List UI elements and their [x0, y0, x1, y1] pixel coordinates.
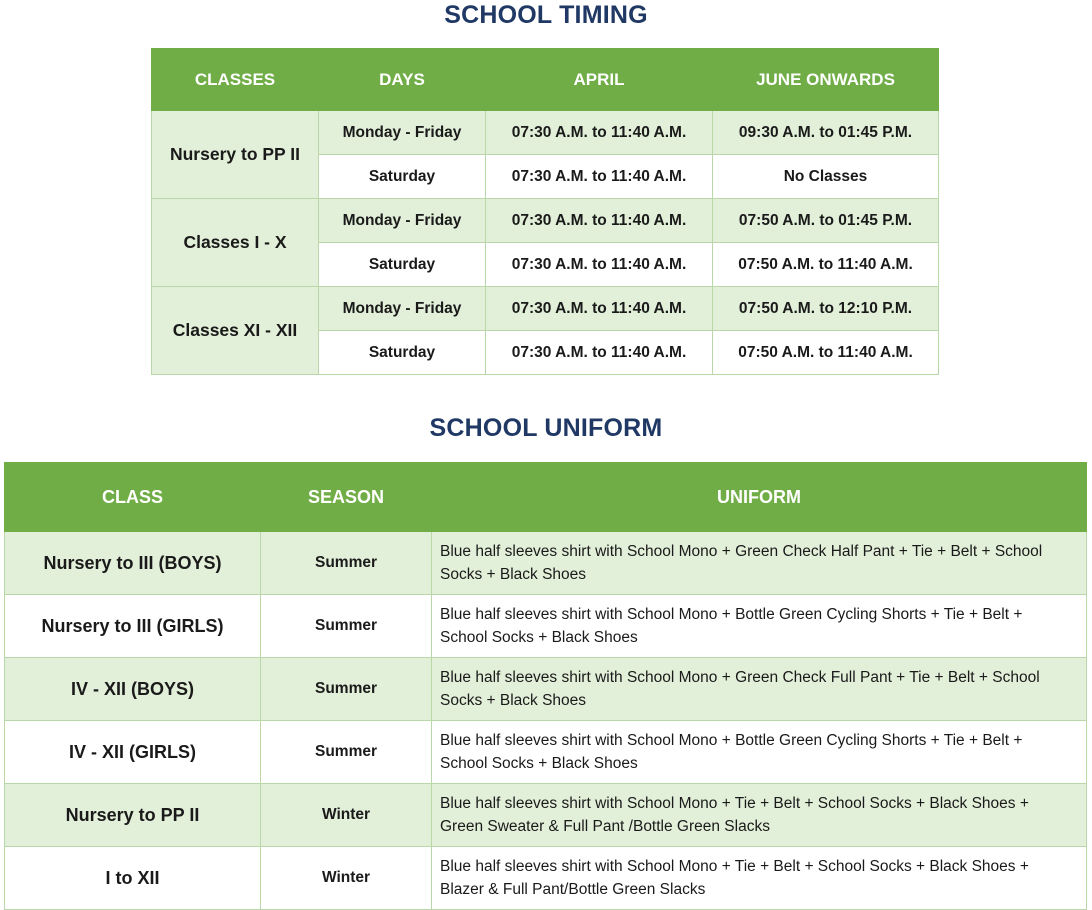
uniform-description-cell: Blue half sleeves shirt with School Mono + Bottle Green Cycling Shorts + Tie + Belt + School Socks + Black Shoes — [432, 721, 1087, 784]
timing-april-cell: 07:30 A.M. to 11:40 A.M. — [486, 331, 713, 375]
timing-row — [152, 287, 939, 331]
header-days: DAYS — [319, 49, 486, 111]
timing-days-cell: Monday - Friday — [319, 287, 486, 331]
uniform-row — [5, 721, 1087, 784]
uniform-class-cell: IV - XII (GIRLS) — [5, 721, 261, 784]
header-june-onwards: JUNE ONWARDS — [713, 49, 939, 111]
uniform-season-cell: Summer — [261, 721, 432, 784]
uniform-season-cell: Winter — [261, 784, 432, 847]
timing-june-cell: 07:50 A.M. to 11:40 A.M. — [713, 243, 939, 287]
timing-days-cell: Saturday — [319, 243, 486, 287]
uniform-season-cell: Summer — [261, 595, 432, 658]
timing-april-cell: 07:30 A.M. to 11:40 A.M. — [486, 287, 713, 331]
header-class: CLASS — [5, 463, 261, 532]
timing-row — [152, 111, 939, 155]
header-season: SEASON — [261, 463, 432, 532]
uniform-class-cell: Nursery to III (GIRLS) — [5, 595, 261, 658]
uniform-description-cell: Blue half sleeves shirt with School Mono + Tie + Belt + School Socks + Black Shoes + Blazer & Full Pant/Bottle Green Slacks — [432, 847, 1087, 910]
timing-row — [152, 199, 939, 243]
timing-june-cell: 07:50 A.M. to 11:40 A.M. — [713, 331, 939, 375]
timing-days-cell: Monday - Friday — [319, 111, 486, 155]
timing-april-cell: 07:30 A.M. to 11:40 A.M. — [486, 155, 713, 199]
uniform-row — [5, 784, 1087, 847]
uniform-description-cell: Blue half sleeves shirt with School Mono + Green Check Full Pant + Tie + Belt + School Socks + Black Shoes — [432, 658, 1087, 721]
uniform-class-cell: IV - XII (BOYS) — [5, 658, 261, 721]
timing-header-row — [152, 49, 939, 111]
uniform-row — [5, 532, 1087, 595]
timing-june-cell: 07:50 A.M. to 12:10 P.M. — [713, 287, 939, 331]
uniform-class-cell: Nursery to III (BOYS) — [5, 532, 261, 595]
timing-april-cell: 07:30 A.M. to 11:40 A.M. — [486, 199, 713, 243]
header-classes: CLASSES — [152, 49, 319, 111]
uniform-description-cell: Blue half sleeves shirt with School Mono + Bottle Green Cycling Shorts + Tie + Belt + School Socks + Black Shoes — [432, 595, 1087, 658]
header-uniform: UNIFORM — [432, 463, 1087, 532]
timing-june-cell: 09:30 A.M. to 01:45 P.M. — [713, 111, 939, 155]
uniform-class-cell: I to XII — [5, 847, 261, 910]
uniform-row — [5, 595, 1087, 658]
timing-april-cell: 07:30 A.M. to 11:40 A.M. — [486, 243, 713, 287]
uniform-season-cell: Winter — [261, 847, 432, 910]
timing-april-cell: 07:30 A.M. to 11:40 A.M. — [486, 111, 713, 155]
uniform-season-cell: Summer — [261, 532, 432, 595]
uniform-row — [5, 847, 1087, 910]
uniform-description-cell: Blue half sleeves shirt with School Mono + Green Check Half Pant + Tie + Belt + School Socks + Black Shoes — [432, 532, 1087, 595]
header-april: APRIL — [486, 49, 713, 111]
uniform-header-row — [5, 463, 1087, 532]
uniform-title: SCHOOL UNIFORM — [429, 414, 663, 442]
timing-june-cell: 07:50 A.M. to 01:45 P.M. — [713, 199, 939, 243]
timing-table — [151, 48, 939, 375]
uniform-table — [4, 462, 1087, 910]
timing-days-cell: Saturday — [319, 331, 486, 375]
timing-class-cell: Classes XI - XII — [152, 287, 319, 375]
timing-title: SCHOOL TIMING — [444, 1, 648, 29]
timing-june-cell: No Classes — [713, 155, 939, 199]
uniform-description-cell: Blue half sleeves shirt with School Mono + Tie + Belt + School Socks + Black Shoes + Green Sweater & Full Pant /Bottle Green Slacks — [432, 784, 1087, 847]
timing-class-cell: Nursery to PP II — [152, 111, 319, 199]
uniform-class-cell: Nursery to PP II — [5, 784, 261, 847]
timing-class-cell: Classes I - X — [152, 199, 319, 287]
uniform-row — [5, 658, 1087, 721]
uniform-season-cell: Summer — [261, 658, 432, 721]
timing-days-cell: Monday - Friday — [319, 199, 486, 243]
timing-days-cell: Saturday — [319, 155, 486, 199]
